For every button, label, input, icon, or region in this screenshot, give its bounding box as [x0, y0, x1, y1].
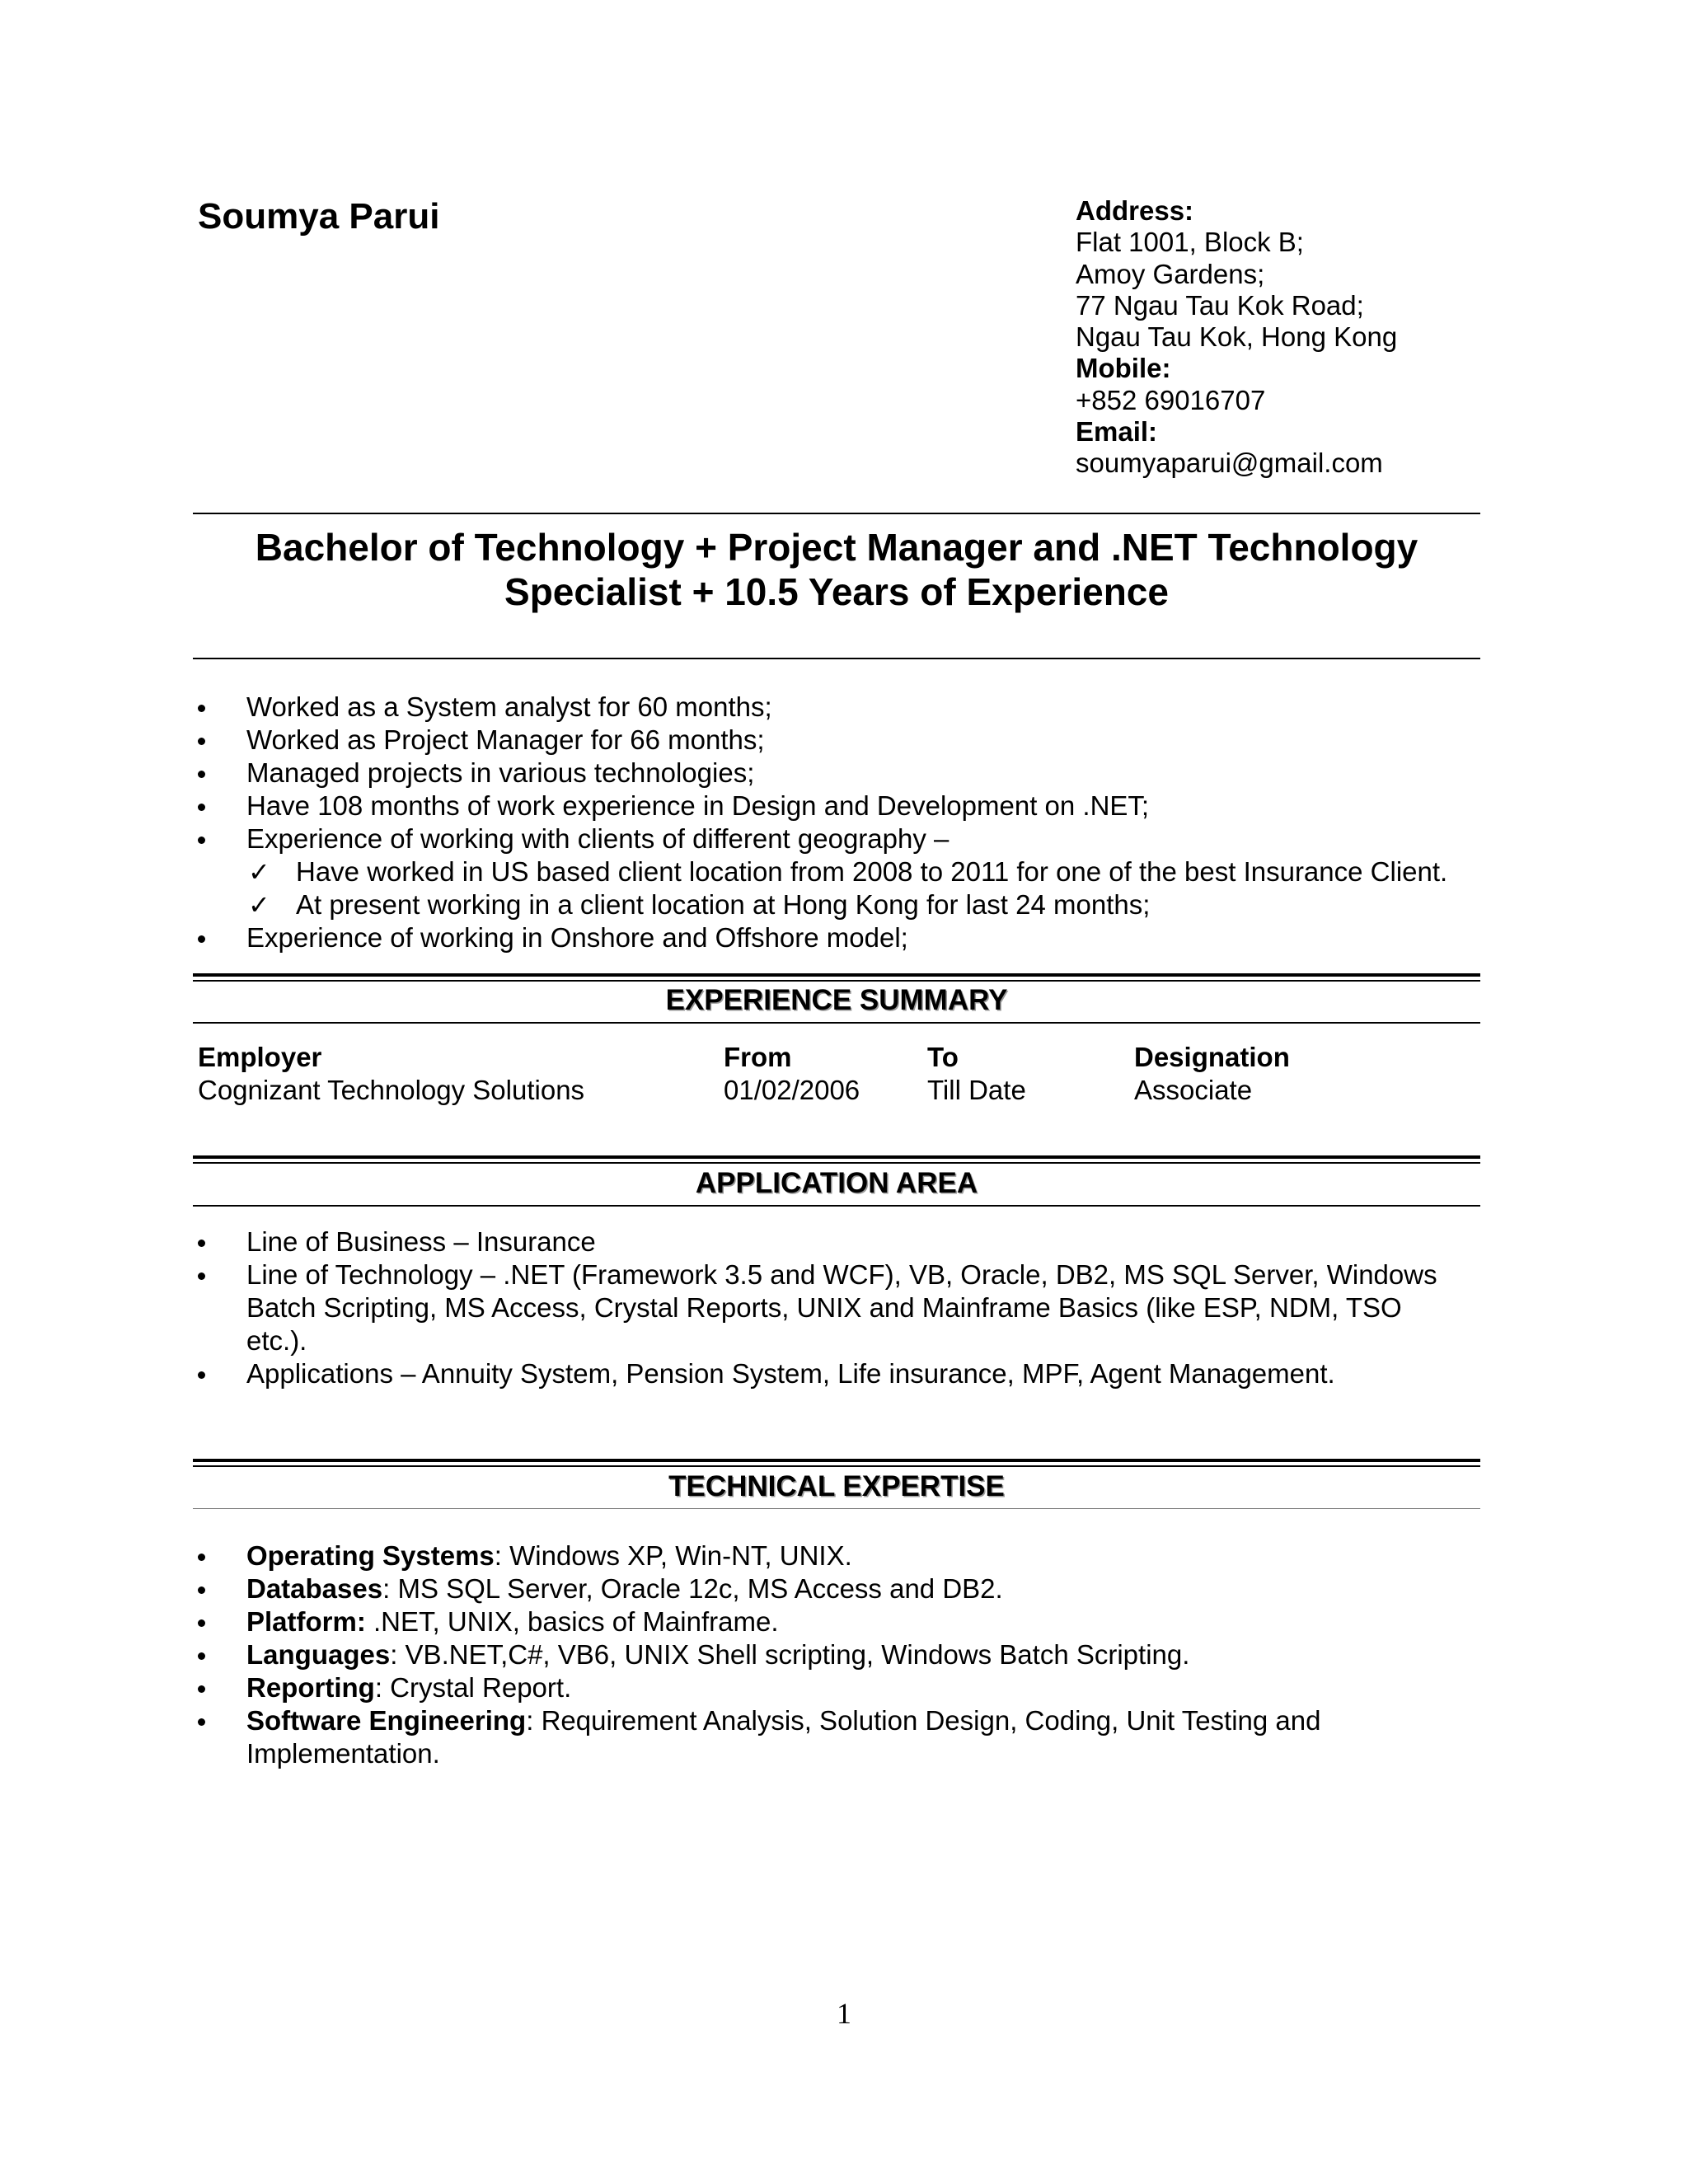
- profile-title: [193, 525, 1480, 614]
- list-item: Software Engineering: Requirement Analysis, Solution Design, Coding, Unit Testing and Implementation.: [194, 1704, 1321, 1770]
- list-item: Experience of working with clients of different geography –: [194, 823, 1447, 855]
- table-cell: Till Date: [927, 1075, 1026, 1105]
- section-rule: [193, 1162, 1480, 1164]
- bullet-icon: [198, 1240, 205, 1247]
- address-line: Flat 1001, Block B;: [1076, 227, 1304, 258]
- section-heading: TECHNICAL EXPERTISE: [668, 1470, 1005, 1502]
- bullet-icon: [198, 837, 205, 844]
- bullet-icon: [198, 1652, 205, 1660]
- list-item: Have 108 months of work experience in Design and Development on .NET;: [194, 790, 1447, 823]
- address-line: Amoy Gardens;: [1076, 258, 1265, 289]
- section-rule: [193, 1022, 1480, 1024]
- email-label: Email:: [1076, 416, 1158, 448]
- bullet-icon: [198, 1586, 205, 1594]
- address-line: 77 Ngau Tau Kok Road;: [1076, 289, 1364, 321]
- section-rule: [193, 1508, 1480, 1509]
- list-item: Worked as Project Manager for 66 months;: [194, 724, 1447, 757]
- profile-title-line: Specialist + 10.5 Years of Experience: [504, 570, 1169, 613]
- section-rule: [193, 1459, 1480, 1462]
- list-item: Experience of working in Onshore and Offshore model;: [194, 921, 1447, 954]
- table-cell: Cognizant Technology Solutions: [198, 1075, 585, 1105]
- section-rule: [193, 1465, 1480, 1467]
- mobile-label: Mobile:: [1076, 353, 1171, 384]
- list-item: Operating Systems: Windows XP, Win-NT, UNIX.: [194, 1540, 1321, 1572]
- section-heading: APPLICATION AREA: [695, 1167, 978, 1199]
- column-header: From: [724, 1042, 792, 1072]
- table-cell: 01/02/2006: [724, 1075, 860, 1105]
- address-label: Address:: [1076, 195, 1194, 226]
- list-item: Worked as a System analyst for 60 months;: [194, 691, 1447, 724]
- mobile-number: +852 69016707: [1076, 384, 1266, 415]
- bullet-icon: [198, 1619, 205, 1627]
- page-number: 1: [837, 1997, 851, 2030]
- checkmark-icon: ✓: [248, 890, 270, 920]
- email-address: soumyaparui@gmail.com: [1076, 448, 1383, 479]
- section-rule: [193, 1155, 1480, 1159]
- checkmark-icon: ✓: [248, 857, 270, 887]
- address-line: Ngau Tau Kok, Hong Kong: [1076, 321, 1398, 353]
- table-cell: Associate: [1134, 1075, 1253, 1105]
- candidate-name: Soumya Parui: [198, 196, 440, 237]
- sub-list-item: ✓ Have worked in US based client location from 2008 to 2011 for one of the best Insurance Client.: [248, 856, 1448, 887]
- bullet-icon: [198, 1272, 205, 1280]
- bullet-icon: [198, 1371, 205, 1379]
- list-item: Databases: MS SQL Server, Oracle 12c, MS Access and DB2.: [194, 1572, 1321, 1605]
- section-rule: [193, 1205, 1480, 1207]
- list-item: Reporting: Crystal Report.: [194, 1671, 1321, 1704]
- list-item: Managed projects in various technologies;: [194, 757, 1447, 790]
- bullet-icon: [198, 935, 205, 943]
- list-item: Applications – Annuity System, Pension System, Life insurance, MPF, Agent Management.: [194, 1357, 1437, 1390]
- application-list: [194, 1226, 1437, 1390]
- section-heading: EXPERIENCE SUMMARY: [665, 984, 1008, 1016]
- divider: [193, 658, 1480, 659]
- bullet-icon: [198, 804, 205, 811]
- summary-list: [194, 691, 1447, 954]
- divider: [193, 513, 1480, 514]
- list-item: Platform: .NET, UNIX, basics of Mainframe.: [194, 1605, 1321, 1638]
- column-header: Designation: [1134, 1042, 1290, 1072]
- bullet-icon: [198, 771, 205, 778]
- column-header: To: [927, 1042, 959, 1072]
- technical-list: [194, 1540, 1321, 1770]
- list-item: Line of Technology – .NET (Framework 3.5 and WCF), VB, Oracle, DB2, MS SQL Server, Windows Batch Scripting, MS Access, Crystal Reports, UNIX and Mainframe Basics (like ESP, NDM, TSO etc.).: [194, 1258, 1437, 1357]
- bullet-icon: [198, 1685, 205, 1693]
- sub-list-item: ✓ At present working in a client location at Hong Kong for last 24 months;: [248, 889, 1151, 920]
- bullet-icon: [198, 738, 205, 745]
- list-item: Line of Business – Insurance: [194, 1226, 1437, 1258]
- section-rule: [193, 980, 1480, 982]
- list-item: Languages: VB.NET,C#, VB6, UNIX Shell scripting, Windows Batch Scripting.: [194, 1638, 1321, 1671]
- bullet-icon: [198, 705, 205, 712]
- section-rule: [193, 973, 1480, 977]
- bullet-icon: [198, 1554, 205, 1561]
- bullet-icon: [198, 1718, 205, 1726]
- contact-block: [1076, 195, 1397, 480]
- profile-title-line: Bachelor of Technology + Project Manager and .NET Technology: [255, 526, 1418, 569]
- column-header: Employer: [198, 1042, 322, 1072]
